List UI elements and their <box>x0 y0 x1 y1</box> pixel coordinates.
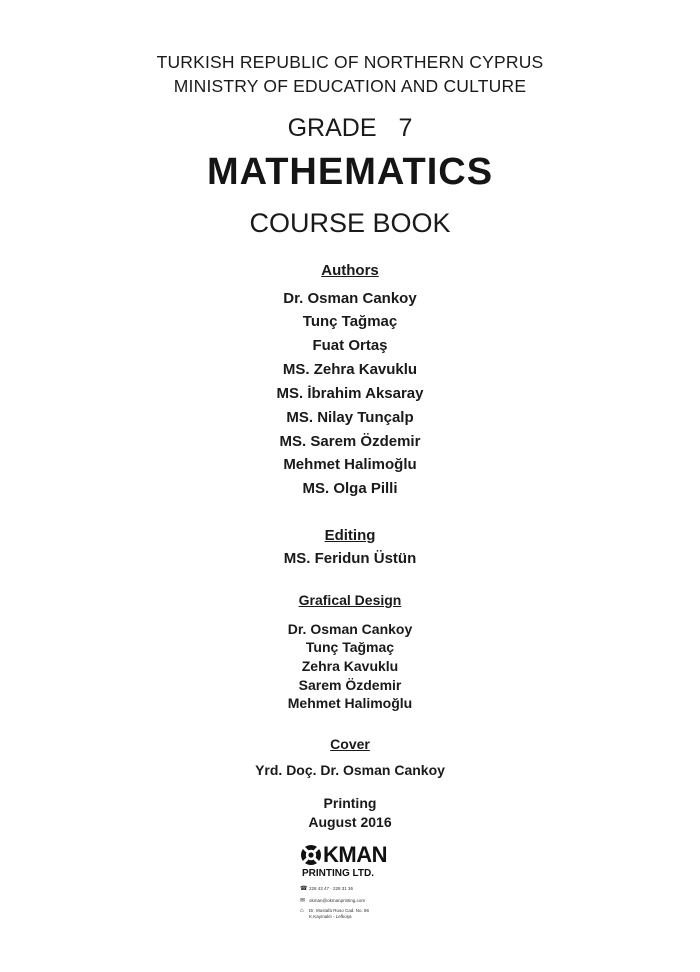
phone-icon: ☎ <box>300 886 308 892</box>
ministry-line-1: TURKISH REPUBLIC OF NORTHERN CYPRUS <box>156 52 544 72</box>
printer-email-row <box>300 896 410 905</box>
printer-email: okman@okmanprinting.com <box>309 897 366 903</box>
printer-subtitle: PRINTING LTD. <box>302 868 375 879</box>
printer-address-line-1: Dr. Mustafa Ruso Cad. No. 86 <box>309 908 370 913</box>
designer-name: Tunç Tağmaç <box>305 639 395 655</box>
subject-title: MATHEMATICS <box>206 151 494 193</box>
author-name: MS. Zehra Kavuklu <box>282 361 418 378</box>
author-name: Tunç Tağmaç <box>302 313 398 330</box>
author-name: MS. Olga Pilli <box>302 480 398 497</box>
author-name: Dr. Osman Cankoy <box>283 290 417 307</box>
printing-date: August 2016 <box>308 814 392 830</box>
grade-number: 7 <box>398 114 413 142</box>
authors-heading: Authors <box>321 262 379 279</box>
printer-address-line-2: K.Kaymaklı - Lefkoşa <box>309 914 352 919</box>
author-name: MS. Sarem Özdemir <box>279 433 421 450</box>
designer-name: Mehmet Halimoğlu <box>287 695 413 711</box>
designer-name: Sarem Özdemir <box>298 677 402 693</box>
cover-designer-name: Yrd. Doç. Dr. Osman Cankoy <box>255 762 445 778</box>
printing-label: Printing <box>323 795 377 811</box>
email-icon: ✉ <box>300 898 306 904</box>
grade-label: GRADE <box>287 114 377 142</box>
printer-phone-row <box>300 884 410 893</box>
grade-heading <box>0 114 700 143</box>
printer-logo-icon <box>300 844 322 866</box>
cover-heading: Cover <box>330 736 370 752</box>
author-name: MS. Nilay Tunçalp <box>286 409 414 426</box>
designer-name: Dr. Osman Cankoy <box>287 621 413 637</box>
location-icon: ⌂ <box>300 908 304 914</box>
printer-name: KMAN <box>323 842 387 867</box>
printer-address <box>309 908 369 920</box>
printer-address-row <box>300 908 410 922</box>
editor-name: MS. Feridun Üstün <box>283 550 417 567</box>
designer-name: Zehra Kavuklu <box>301 658 399 674</box>
book-type: COURSE BOOK <box>249 208 451 238</box>
editing-heading: Editing <box>324 527 376 544</box>
author-name: MS. İbrahim Aksaray <box>276 385 424 402</box>
author-name: Mehmet Halimoğlu <box>283 456 417 473</box>
printer-logo <box>300 843 410 955</box>
graphic-design-heading: Grafical Design <box>298 592 402 608</box>
author-name: Fuat Ortaş <box>312 337 388 354</box>
printer-phone: 228 43 47 · 228 31 36 <box>309 885 354 891</box>
ministry-line-2: MINISTRY OF EDUCATION AND CULTURE <box>173 76 527 96</box>
